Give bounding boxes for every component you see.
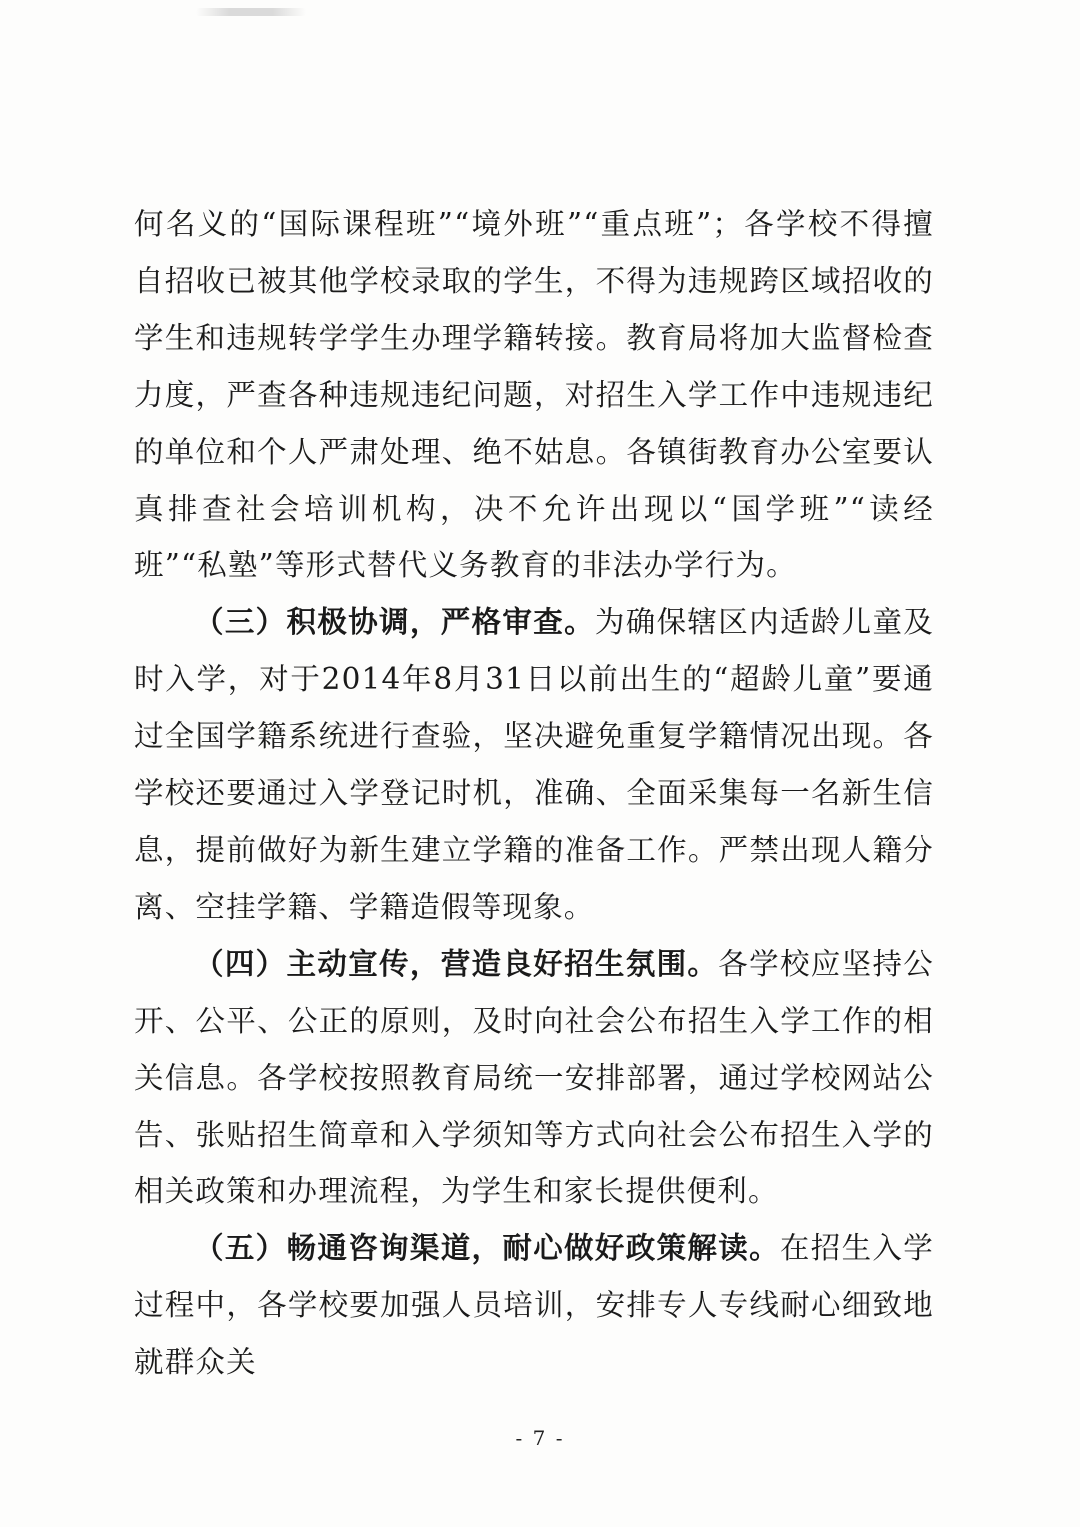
paragraph-1-text: 何名义的“国际课程班”“境外班”“重点班”；各学校不得擅自招收已被其他学校录取的学生，不得为违规跨区域招收的学生和违规转学学生办理学籍转接。教育局将加大监督检查力度，严查各种违规违纪问题，对招生入学工作中违规违纪的单位和个人严肃处理、绝不姑息。各镇街教育办公室要认真排查社会培训机构，决不允许出现以“国学班”“读经班”“私塾”等形式替代义务教育的非法办学行为。 (134, 207, 934, 583)
section-heading-3: （三）积极协调，严格审查。 (194, 604, 595, 640)
page-number: - 7 - (515, 1426, 565, 1450)
document-body (134, 196, 934, 1391)
scan-artifact (196, 8, 306, 16)
paragraph-4 (134, 1220, 934, 1391)
paragraph-2-text: 为确保辖区内适龄儿童及时入学，对于2014年8月31日以前出生的“超龄儿童”要通过全国学籍系统进行查验，坚决避免重复学籍情况出现。各学校还要通过入学登记时机，准确、全面采集每一名新生信息，提前做好为新生建立学籍的准备工作。严禁出现人籍分离、空挂学籍、学籍造假等现象。 (134, 605, 934, 924)
section-heading-5: （五）畅通咨询渠道，耐心做好政策解读。 (194, 1230, 780, 1266)
paragraph-3 (134, 936, 934, 1221)
paragraph-2 (134, 594, 934, 935)
paragraph-3-text: 各学校应坚持公开、公平、公正的原则，及时向社会公布招生入学工作的相关信息。各学校按照教育局统一安排部署，通过学校网站公告、张贴招生简章和入学须知等方式向社会公布招生入学的相关政策和办理流程，为学生和家长提供便利。 (134, 946, 934, 1209)
paragraph-1 (134, 196, 934, 594)
section-heading-4: （四）主动宣传，营造良好招生氛围。 (194, 945, 719, 981)
paragraph-4-text: 在招生入学过程中，各学校要加强人员培训，安排专人专线耐心细致地就群众关 (134, 1231, 934, 1380)
